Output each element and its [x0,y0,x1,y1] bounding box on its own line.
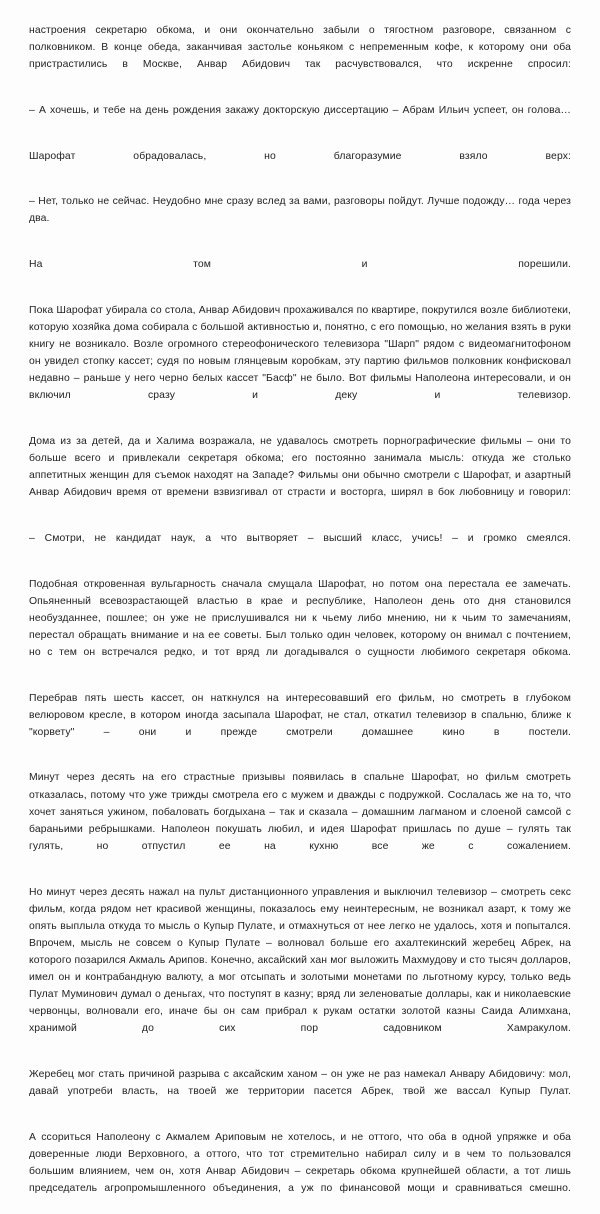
paragraph: – Смотри, не кандидат наук, а что вытворяет – высший класс, учись! – и громко смеялся. [29,532,571,544]
paragraph: – Нет, только не сейчас. Неудобно мне сразу вслед за вами, разговоры пойдут. Лучше подожду… года через два. [29,196,571,225]
paragraph: Минут через десять на его страстные призывы появилась в спальне Шарофат, но фильм смотреть отказалась, потому что уже трижды смотрела его с мужем и дважды с подружкой. Сослалась же на то, что хочет заняться ужином, побаловать богдыхана – так и сказала – домашним лагманом и слоеной самсой с бараньими ребрышками. Наполеон покушать любил, и идея Шарофат пришлась по душе – гулять так гулять, но отпустил ее на кухню все же с сожалением. [29,772,571,852]
paragraph: Жеребец мог стать причиной разрыва с аксайским ханом – он уже не раз намекал Анвару Абидовичу: мол, давай употреби власть, на твоей же территории пасется Абрек, твой же вассал Купыр Пулат. [29,1068,571,1098]
paragraph: Но минут через десять нажал на пульт дистанционного управления и выключил телевизор – смотреть секс фильм, когда рядом нет красивой женщины, показалось ему неинтересным, не возникал азарт, к тому же опять выплыла откуда то мысль о Купыр Пулате, и отмахнуться от нее легко не удалось, хотя и попытался. Впрочем, мысль не совсем о Купыр Пулате – волновал больше его ахалтекинский жеребец Абрек, на которого позарился Акмаль Арипов. Конечно, аксайский хан мог выложить Махмудову и сто тысяч долларов, имел он и контрабандную валюту, а мог отсыпать и золотыми монетами по льготному курсу, только ведь Пулат Муминович думал о деньгах, что поступят в казну; вряд ли зеленоватые доллары, как и николаевские червонцы, волновали его, иначе бы он сам прибрал к рукам остатки золотой казны Саида Алимхана, хранимой до сих пор садовником Хамракулом. [29,886,571,1035]
paragraph: Подобная откровенная вульгарность сначала смущала Шарофат, но потом она перестала ее замечать. Опьяненный всевозрастающей властью в крае и республике, Наполеон день ото дня становился необузданнее, пошлее; он уже не прислушивался ни к чьему либо мнению, ни к чьим то замечаниям, перестал обращать внимание и на ее советы. Был только один человек, которому он внимал с почтением, но с тем он встречался редко, и тот вряд ли догадывался о сущности любимого секретаря обкома. [29,578,571,658]
paragraph: настроения секретарю обкома, и они окончательно забыли о тягостном разговоре, связанном с полковником. В конце обеда, заканчивая застолье коньяком с непременным кофе, к которому они оба пристрастились в Москве, Анвар Абидович так расчувствовался, что искренне спросил: [29,25,571,71]
paragraph: А ссориться Наполеону с Акмалем Ариповым не хотелось, и не оттого, что оба в одной упряжке и оба доверенные люди Верховного, а оттого, что тот стремительно набирал силу и в чем то пользовался большим влиянием, чем он, хотя Анвар Абидович – секретарь обкома крупнейшей области, а тот лишь председатель агропромышленного объединения, а уж по финансовой мощи и сравниваться смешно. [29,1131,571,1195]
paragraph: – А хочешь, и тебе на день рождения закажу докторскую диссертацию – Абрам Ильич успеет, он голова… [29,104,571,116]
paragraph: Пока Шарофат убирала со стола, Анвар Абидович прохаживался по квартире, покрутился возле библиотеки, которую хозяйка дома собирала с большой активностью и, понятно, с его помощью, но желания взять в руки книгу не возникало. Возле огромного стереофонического телевизора "Шарп" рядом с видеомагнитофоном он увидел стопку кассет; судя по новым глянцевым коробкам, эту партию фильмов полковник конфисковал недавно – раньше у него черно белых кассет "Басф" не было. Вот фильмы Наполеона интересовали, и он включил сразу и деку и телевизор. [29,304,571,402]
paragraph: Дома из за детей, да и Халима возражала, не удавалось смотреть порнографические фильмы – они то больше всего и привлекали секретаря обкома; его постоянно занимала мысль: откуда же столько аппетитных женщин для съемок находят на Западе? Фильмы они обычно смотрели с Шарофат, и азартный Анвар Абидович время от времени взвизгивал от страсти и восторга, ширял в бок любовницу и говорил: [29,435,571,499]
document-body [29,22,571,1214]
paragraph: На том и порешили. [29,259,571,271]
paragraph: Шарофат обрадовалась, но благоразумие взяло верх: [29,150,571,162]
paragraph: Перебрав пять шесть кассет, он наткнулся на интересовавший его фильм, но смотреть в глубоком велюровом кресле, в котором иногда засыпала Шарофат, не стал, откатил телевизор в спальню, ближе к "корвету" – они и прежде смотрели домашнее кино в постели. [29,692,571,738]
